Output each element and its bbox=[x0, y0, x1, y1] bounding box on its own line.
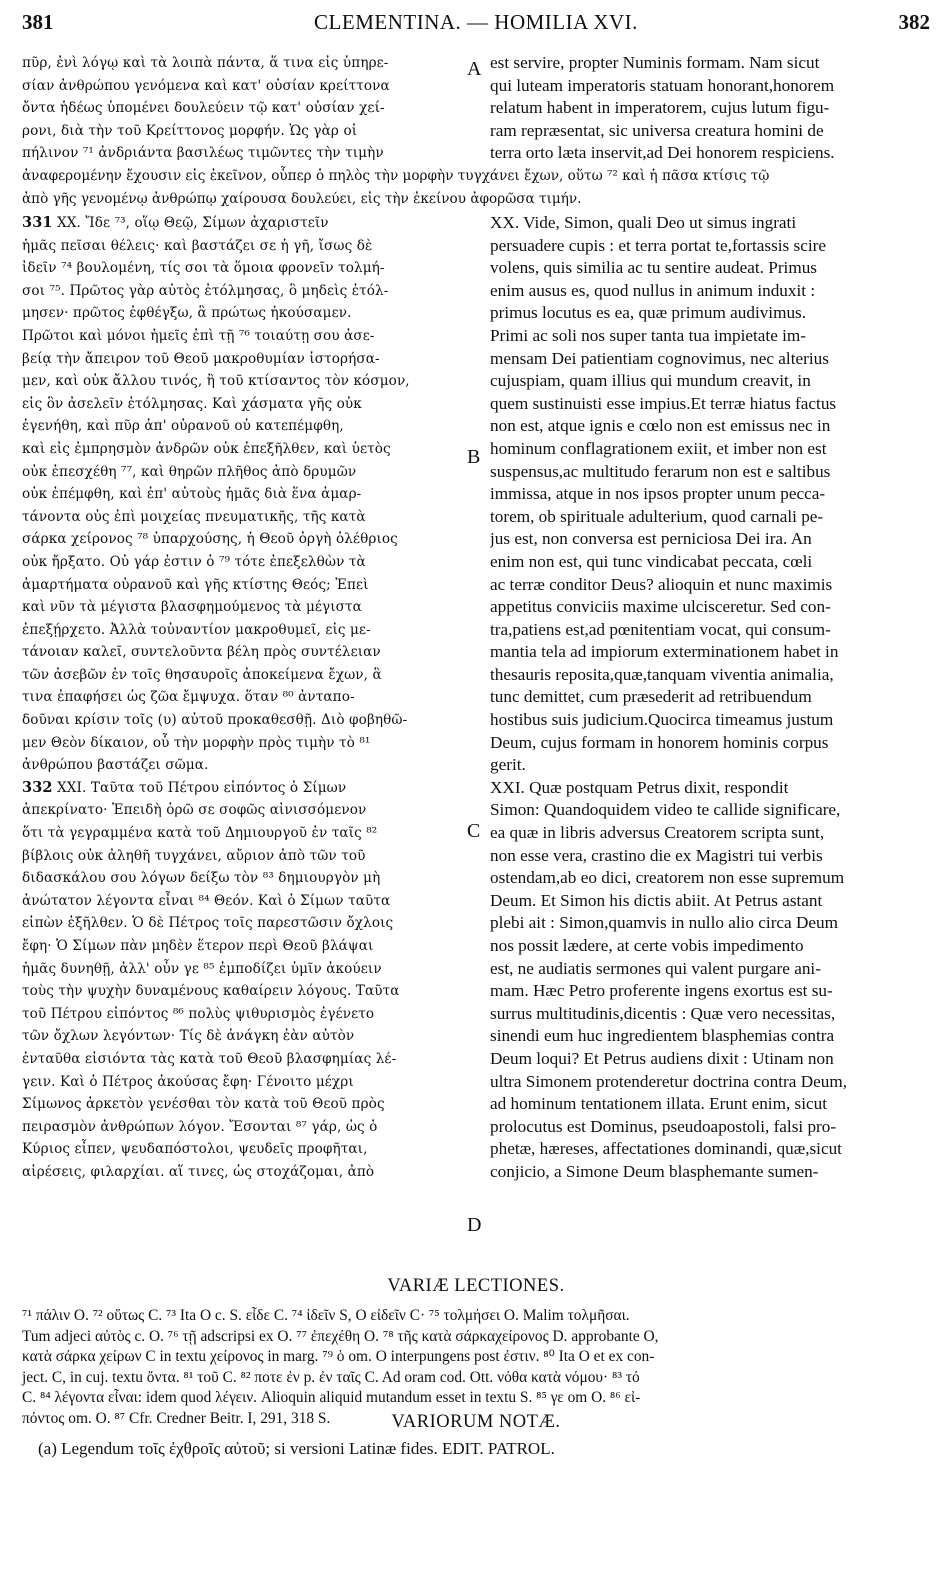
margin-letter-c: C bbox=[467, 820, 481, 842]
variorum-notae-heading: VARIORUM NOTÆ. bbox=[391, 1412, 561, 1432]
variant-line: C. ⁸⁴ λέγοντα εἶναι: idem quod λέγειν. Alioquin aliquid mutandum esset in textu S. ⁸⁵ γε om O. ⁸⁶ εἰ- bbox=[22, 1389, 641, 1406]
greek-line: ἀνθρώπου βαστάζει σῶμα. bbox=[22, 757, 209, 774]
latin-line: ea quæ in libris adversus Creatorem scripta sunt, bbox=[490, 823, 825, 843]
margin-letter-a: A bbox=[467, 58, 482, 80]
full-width-greek-block bbox=[22, 165, 932, 210]
greek-line: ἡμᾶς δυνηθῇ, ἀλλ' οὖν γε ⁸⁵ ἐμποδίζει ὑμῖν ἀκούειν bbox=[22, 960, 382, 977]
greek-column-main bbox=[22, 212, 470, 1270]
latin-line: mam. Hæc Petro proferente ingens exortus est su- bbox=[490, 981, 833, 1001]
latin-line: gerit. bbox=[490, 755, 526, 775]
greek-line: πῦρ, ἐνὶ λόγῳ καὶ τὰ λοιπὰ πάντα, ἅ τινα εἰς ὑπηρε- bbox=[22, 55, 389, 71]
latin-line: ram repræsentat, sic universa creatura homini de bbox=[490, 120, 824, 140]
latin-line: mensam Dei patientiam cognovimus, nec alterius bbox=[490, 348, 829, 368]
latin-line: tunc demittet, cum præsederit ad retribuendum bbox=[490, 687, 812, 707]
greek-line: πήλινον ⁷¹ ἀνδριάντα βασιλέως τιμῶντες τὴν τιμὴν bbox=[22, 145, 384, 162]
greek-line: ἰδεῖν ⁷⁴ βουλομένη, τίς σοι τὰ ὅμοια φρονεῖν τολμή- bbox=[22, 260, 385, 277]
greek-line: καὶ εἰς ἐμπρησμὸν ἀνδρῶν οὐκ ἐπεξῆλθεν, καὶ ὑετὸς bbox=[22, 440, 391, 457]
page-number-left: 381 bbox=[22, 10, 54, 34]
latin-line: ac terræ conditor Deus? alioquin et nunc maximis bbox=[490, 574, 833, 594]
greek-line: γειν. Καὶ ὁ Πέτρος ἀκούσας ἔφη· Γένοιτο μέχρι bbox=[22, 1073, 354, 1090]
latin-line: enim non est, qui tunc vindicabat peccata, cœli bbox=[490, 551, 813, 571]
greek-line: οὐκ ἐπέμφθη, καὶ ἐπ' αὐτοὺς ἡμᾶς διὰ ἕνα ἁμαρ- bbox=[22, 486, 362, 503]
latin-line: mantia tela ad impiorum exterminationem habet in bbox=[490, 642, 839, 662]
greek-column-top bbox=[22, 52, 470, 165]
latin-line: hostibus suis judicium.Quocirca timeamus justum bbox=[490, 710, 834, 730]
latin-line: appetitus conviciis maxime ulcisceretur. Sed con- bbox=[490, 597, 831, 617]
latin-line: Primi ac soli nos super tanta tua impietate im- bbox=[490, 325, 806, 345]
variae-lectiones-block bbox=[22, 1306, 932, 1429]
greek-line: ἐγενήθη, καὶ πῦρ ἀπ' οὐρανοῦ οὐ κατεπέμφθη, bbox=[22, 418, 344, 435]
greek-line: τοὺς τὴν ψυχὴν δυναμένους καθαίρειν λόγους. Ταῦτα bbox=[22, 983, 400, 1000]
latin-line: hominum conflagrationem exiit, et imber non est bbox=[490, 438, 827, 458]
full-width-line: ἀπὸ γῆς γενομένῳ ἀνθρώπῳ χαίρουσα δουλεύει, εἰς τὴν ἐκείνου ἀφορῶσα τιμήν. bbox=[22, 190, 582, 207]
greek-line: οὐκ ἐπεσχέθη ⁷⁷, καὶ θηρῶν πλῆθος ἀπὸ δρυμῶν bbox=[22, 463, 357, 480]
margin-letter-d: D bbox=[467, 1214, 482, 1236]
variorum-notae-line: (a) Legendum τοῖς ἐχθροῖς αὐτοῦ; si versioni Latinæ fides. EDIT. PATROL. bbox=[38, 1439, 555, 1458]
latin-line: XX. Vide, Simon, quali Deo ut simus ingrati bbox=[490, 213, 797, 232]
greek-line: μησεν· πρῶτος ἐφθέγξω, ἃ πρώτως ἠκούσαμεν. bbox=[22, 305, 352, 322]
greek-line: τάνοιαν καλεῖ, συντελοῦντα βέλη πρὸς συντέλειαν bbox=[22, 644, 381, 661]
latin-line: ad hominum tentationem illata. Erunt enim, sicut bbox=[490, 1094, 827, 1114]
latin-line: qui luteam imperatoris statuam honorant,honorem bbox=[490, 75, 835, 95]
greek-line: ἐνταῦθα εἰσιόντα τὰς κατὰ τοῦ Θεοῦ βλασφημίας λέ- bbox=[22, 1050, 397, 1067]
latin-line: enim ausus es, quod nullus in animum induxit : bbox=[490, 280, 816, 300]
greek-line: τοῦ Πέτρου εἰπόντος ⁸⁶ πολὺς ψιθυρισμὸς ἐγένετο bbox=[22, 1005, 375, 1022]
greek-line: ἐπεξῄρχετο. Ἀλλὰ τοὐναντίον μακροθυμεῖ, εἰς με- bbox=[22, 621, 371, 638]
latin-line: prolocutus est Dominus, pseudoapostoli, falsi pro- bbox=[490, 1116, 837, 1136]
latin-line: immissa, atque in nos ipsos propter unum pecca- bbox=[490, 484, 826, 504]
greek-line: τινα ἐπαφήσει ὡς ζῶα ἔμψυχα. ὅταν ⁸⁰ ἀνταπο- bbox=[22, 689, 355, 706]
latin-line: persuadere cupis : et terra portat te,fortassis scire bbox=[490, 235, 826, 255]
latin-line: est servire, propter Numinis formam. Nam sicut bbox=[490, 53, 820, 72]
latin-line: sinendi eum huc ingredientem blasphemias contra bbox=[490, 1026, 835, 1046]
latin-line: plebi ait : Simon,quamvis in nullo alio circa Deum bbox=[490, 913, 838, 933]
latin-line: primus locutus es ea, quæ primum audivimus. bbox=[490, 303, 807, 323]
latin-line: jus est, non conversa est perniciosa Dei ira. An bbox=[490, 529, 812, 549]
latin-line: ostendam,ab eo dici, creatorem non esse supremum bbox=[490, 868, 845, 888]
greek-line: σάρκα χείρονος ⁷⁸ ὑπαρχούσης, ἡ Θεοῦ ὀργὴ ὀλέθριος bbox=[22, 531, 398, 548]
greek-line: πειρασμὸν ἀνθρώπων λόγον. Ἔσονται ⁸⁷ γάρ, ὡς ὁ bbox=[22, 1118, 378, 1135]
running-header bbox=[22, 6, 930, 40]
greek-line: ὅτι τὰ γεγραμμένα κατὰ τοῦ Δημιουργοῦ ἐν ταῖς ⁸² bbox=[22, 825, 378, 842]
greek-line: 332 XXI. Ταῦτα τοῦ Πέτρου εἰπόντος ὁ Σίμων bbox=[22, 778, 347, 796]
latin-column-main bbox=[490, 212, 932, 1270]
greek-line: καὶ νῦν τὰ μέγιστα βλασφημούμενος τὰ μέγιστα bbox=[22, 599, 362, 616]
variant-line: ⁷¹ πάλιν O. ⁷² οὕτως C. ⁷³ Ita O c. S. εἶδε C. ⁷⁴ ἰδεῖν S, O εἰδεῖν C· ⁷⁵ τολμήσει O. Malim τολμῆσαι. bbox=[22, 1307, 630, 1324]
latin-line: volens, quis similia ac tu sentire audeat. Primus bbox=[490, 258, 817, 278]
latin-line: conjicio, a Simone Deum blasphemante sumen- bbox=[490, 1161, 819, 1181]
greek-line: ἀνώτατον λέγοντα εἶναι ⁸⁴ Θεόν. Καὶ ὁ Σίμων ταῦτα bbox=[22, 892, 391, 909]
variant-line: πόντος om. O. ⁸⁷ Cfr. Credner Beitr. I, 291, 318 S. bbox=[22, 1409, 331, 1427]
latin-line: Deum, cujus formam in honorem hominis corpus bbox=[490, 732, 829, 752]
page-number-right: 382 bbox=[898, 10, 930, 34]
greek-line: ὄντα ἡδέως ὑπομένει δουλεύειν τῷ κατ' οὐσίαν χεί- bbox=[22, 100, 385, 117]
latin-line: nos possit lædere, at certe vobis impedimento bbox=[490, 936, 804, 955]
latin-line: phetæ, hæreses, affectationes dominandi, quæ,sicut bbox=[490, 1139, 842, 1159]
greek-line: βίβλοις οὐκ ἀληθῆ τυγχάνει, αὔριον ἀπὸ τῶν τοῦ bbox=[22, 847, 366, 864]
greek-line: ἁμαρτήματα οὐρανοῦ καὶ γῆς κτίστης Θεός; Ἐπεὶ bbox=[22, 576, 369, 593]
greek-line: τῶν ὄχλων λεγόντων· Τίς δὲ ἀνάγκη ἐὰν αὐτὸν bbox=[22, 1028, 355, 1045]
variant-line: ject. C, in cuj. textu ὄντα. ⁸¹ τοῦ C. ⁸² ποτε ἐν p. ἐν ταῖς C. Ad oram cod. Ott. νόθα κατὰ νόμου· ⁸³ τό bbox=[22, 1368, 640, 1386]
latin-line: terra orto læta inservit,ad Dei honorem respiciens. bbox=[490, 143, 835, 163]
latin-line: Simon: Quandoquidem video te callide significare, bbox=[490, 800, 841, 820]
variant-line: Tum adjeci αὐτὸς c. O. ⁷⁶ τῇ adscripsi ex O. ⁷⁷ ἐπεχέθη O. ⁷⁸ τῆς κατὰ σάρκαχείρονος D. approbante O, bbox=[22, 1327, 659, 1345]
greek-line: εἰς ὃν ἀσελεῖν ἐτόλμησας. Καὶ χάσματα γῆς οὐκ bbox=[22, 395, 362, 412]
greek-line: ρονι, διὰ τὴν τοῦ Κρείττονος μορφήν. Ὡς γὰρ οἱ bbox=[22, 122, 358, 139]
greek-line: αἱρέσεις, φιλαρχίαι. αἵ τινες, ὡς στοχάζομαι, ἀπὸ bbox=[22, 1163, 375, 1180]
latin-line: non esse vera, crastino die ex Magistri tui verbis bbox=[490, 845, 823, 865]
running-title: CLEMENTINA. — HOMILIA XVI. bbox=[314, 10, 638, 34]
variae-lectiones-heading: VARIÆ LECTIONES. bbox=[387, 1276, 565, 1296]
greek-line: εἰπὼν ἐξῆλθεν. Ὁ δὲ Πέτρος τοῖς παρεστῶσιν ὄχλοις bbox=[22, 915, 394, 932]
greek-line: σοι ⁷⁵. Πρῶτος γὰρ αὐτὸς ἐτόλμησας, ὃ μηδεὶς ἐτόλ- bbox=[22, 282, 389, 299]
latin-line: thesauris reposita,quæ,tanquam viventia animalia, bbox=[490, 664, 834, 684]
greek-line: δοῦναι κρίσιν τοῖς (υ) αὐτοῦ προκαθεσθῇ. Διὸ φοβηθῶ- bbox=[22, 712, 408, 729]
greek-line: ἀπεκρίνατο· Ἐπειδὴ ὁρῶ σε σοφῶς αἰνισσόμενον bbox=[22, 802, 367, 819]
latin-column-top bbox=[490, 52, 932, 165]
greek-line: σίαν ἀνθρώπου γενόμενα καὶ κατ' οὐσίαν κρείττονα bbox=[22, 77, 390, 94]
latin-line: Deum. Et Simon his dictis abiit. At Petrus astant bbox=[490, 890, 823, 910]
greek-line: τάνοντα οὐς ἐπὶ μοιχείας πνευματικῆς, τῆς κατὰ bbox=[22, 508, 366, 525]
latin-line: non est, atque ignis e cœlo non est emissus nec in bbox=[490, 416, 831, 436]
margin-letter-b: B bbox=[467, 446, 481, 468]
latin-line: quem sustinuisti esse impius.Et terræ hiatus factus bbox=[490, 393, 837, 413]
latin-line: XXI. Quæ postquam Petrus dixit, respondit bbox=[490, 777, 789, 797]
greek-line: μεν Θεὸν δίκαιον, οὗ τὴν μορφὴν πρὸς τιμὴν τὸ ⁸¹ bbox=[22, 734, 371, 751]
variant-line: κατὰ σάρκα χείρων C in textu χείρονος in marg. ⁷⁹ ὁ om. O interpungens post ἐστιν. ⁸⁰ Ita O et ex con- bbox=[22, 1348, 655, 1365]
greek-line: διδασκάλου σου λόγων δείξω τὸν ⁸³ δημιουργὸν μὴ bbox=[22, 870, 381, 887]
latin-line: est, ne audiatis sermones qui valent purgare ani- bbox=[490, 958, 821, 978]
greek-line: μεν, καὶ οὐκ ἄλλου τινός, ἢ τοῦ κτίσαντος τὸν κόσμον, bbox=[22, 373, 410, 390]
latin-line: cujuspiam, quam illius qui mundum creavit, in bbox=[490, 371, 811, 391]
greek-line: οὐκ ἤρξατο. Οὐ γάρ ἐστιν ὁ ⁷⁹ τότε ἐπεξελθὼν τὰ bbox=[22, 553, 366, 570]
greek-line: Κύριος εἶπεν, ψευδαπόστολοι, ψευδεῖς προφῆται, bbox=[22, 1141, 368, 1158]
section-number: 331 bbox=[22, 214, 53, 231]
greek-line: 331 XX. Ἴδε ⁷³, οἵῳ Θεῷ, Σίμων ἀχαριστεῖν bbox=[22, 214, 329, 231]
latin-line: relatum habent in imperatorem, cujus lutum figu- bbox=[490, 98, 830, 118]
latin-line: tra,patiens est,ad pœnitentiam vocat, qui consum- bbox=[490, 619, 831, 639]
latin-line: ultra Simonem protenderetur doctrina contra Deum, bbox=[490, 1071, 848, 1091]
greek-line: τῶν ἀσεβῶν ἐν τοῖς θησαυροῖς ἀποκείμενα ἔχων, ἃ bbox=[22, 666, 382, 683]
greek-line: Σίμωνος ἀρκετὸν γενέσθαι τὸν κατὰ τοῦ Θεοῦ πρὸς bbox=[22, 1096, 385, 1113]
full-width-line: ἀναφερομένην ἔχουσιν εἰς ἐκεῖνον, οὗπερ ὁ πηλὸς τὴν μορφὴν τυγχάνει ἔχων, οὕτω ⁷² καὶ ἡ πᾶσα κτίσις τῷ bbox=[22, 168, 770, 184]
latin-line: Deum loqui? Et Petrus audiens dixit : Utinam non bbox=[490, 1048, 834, 1068]
greek-line: Πρῶτοι καὶ μόνοι ἡμεῖς ἐπὶ τῇ ⁷⁶ τοιαύτῃ σου ἀσε- bbox=[22, 327, 375, 344]
section-number: 332 bbox=[22, 778, 53, 796]
greek-line: βείᾳ τὴν ἄπειρον τοῦ Θεοῦ μακροθυμίαν ἱστορήσα- bbox=[22, 350, 380, 367]
latin-line: suspensus,ac multitudo ferarum non est e saltibus bbox=[490, 461, 831, 481]
greek-line: ἡμᾶς πεῖσαι θέλεις· καὶ βαστάζει σε ἡ γῆ, ἴσως δὲ bbox=[22, 237, 373, 254]
latin-line: surrus multitudinis,dicentis : Quæ vero necessitas, bbox=[490, 1003, 836, 1023]
greek-line: ἔφη· Ὁ Σίμων πὰν μηδὲν ἕτερον περὶ Θεοῦ βλάψαι bbox=[22, 938, 374, 954]
latin-line: torem, ob spirituale adulterium, quod carnali pe- bbox=[490, 506, 824, 526]
